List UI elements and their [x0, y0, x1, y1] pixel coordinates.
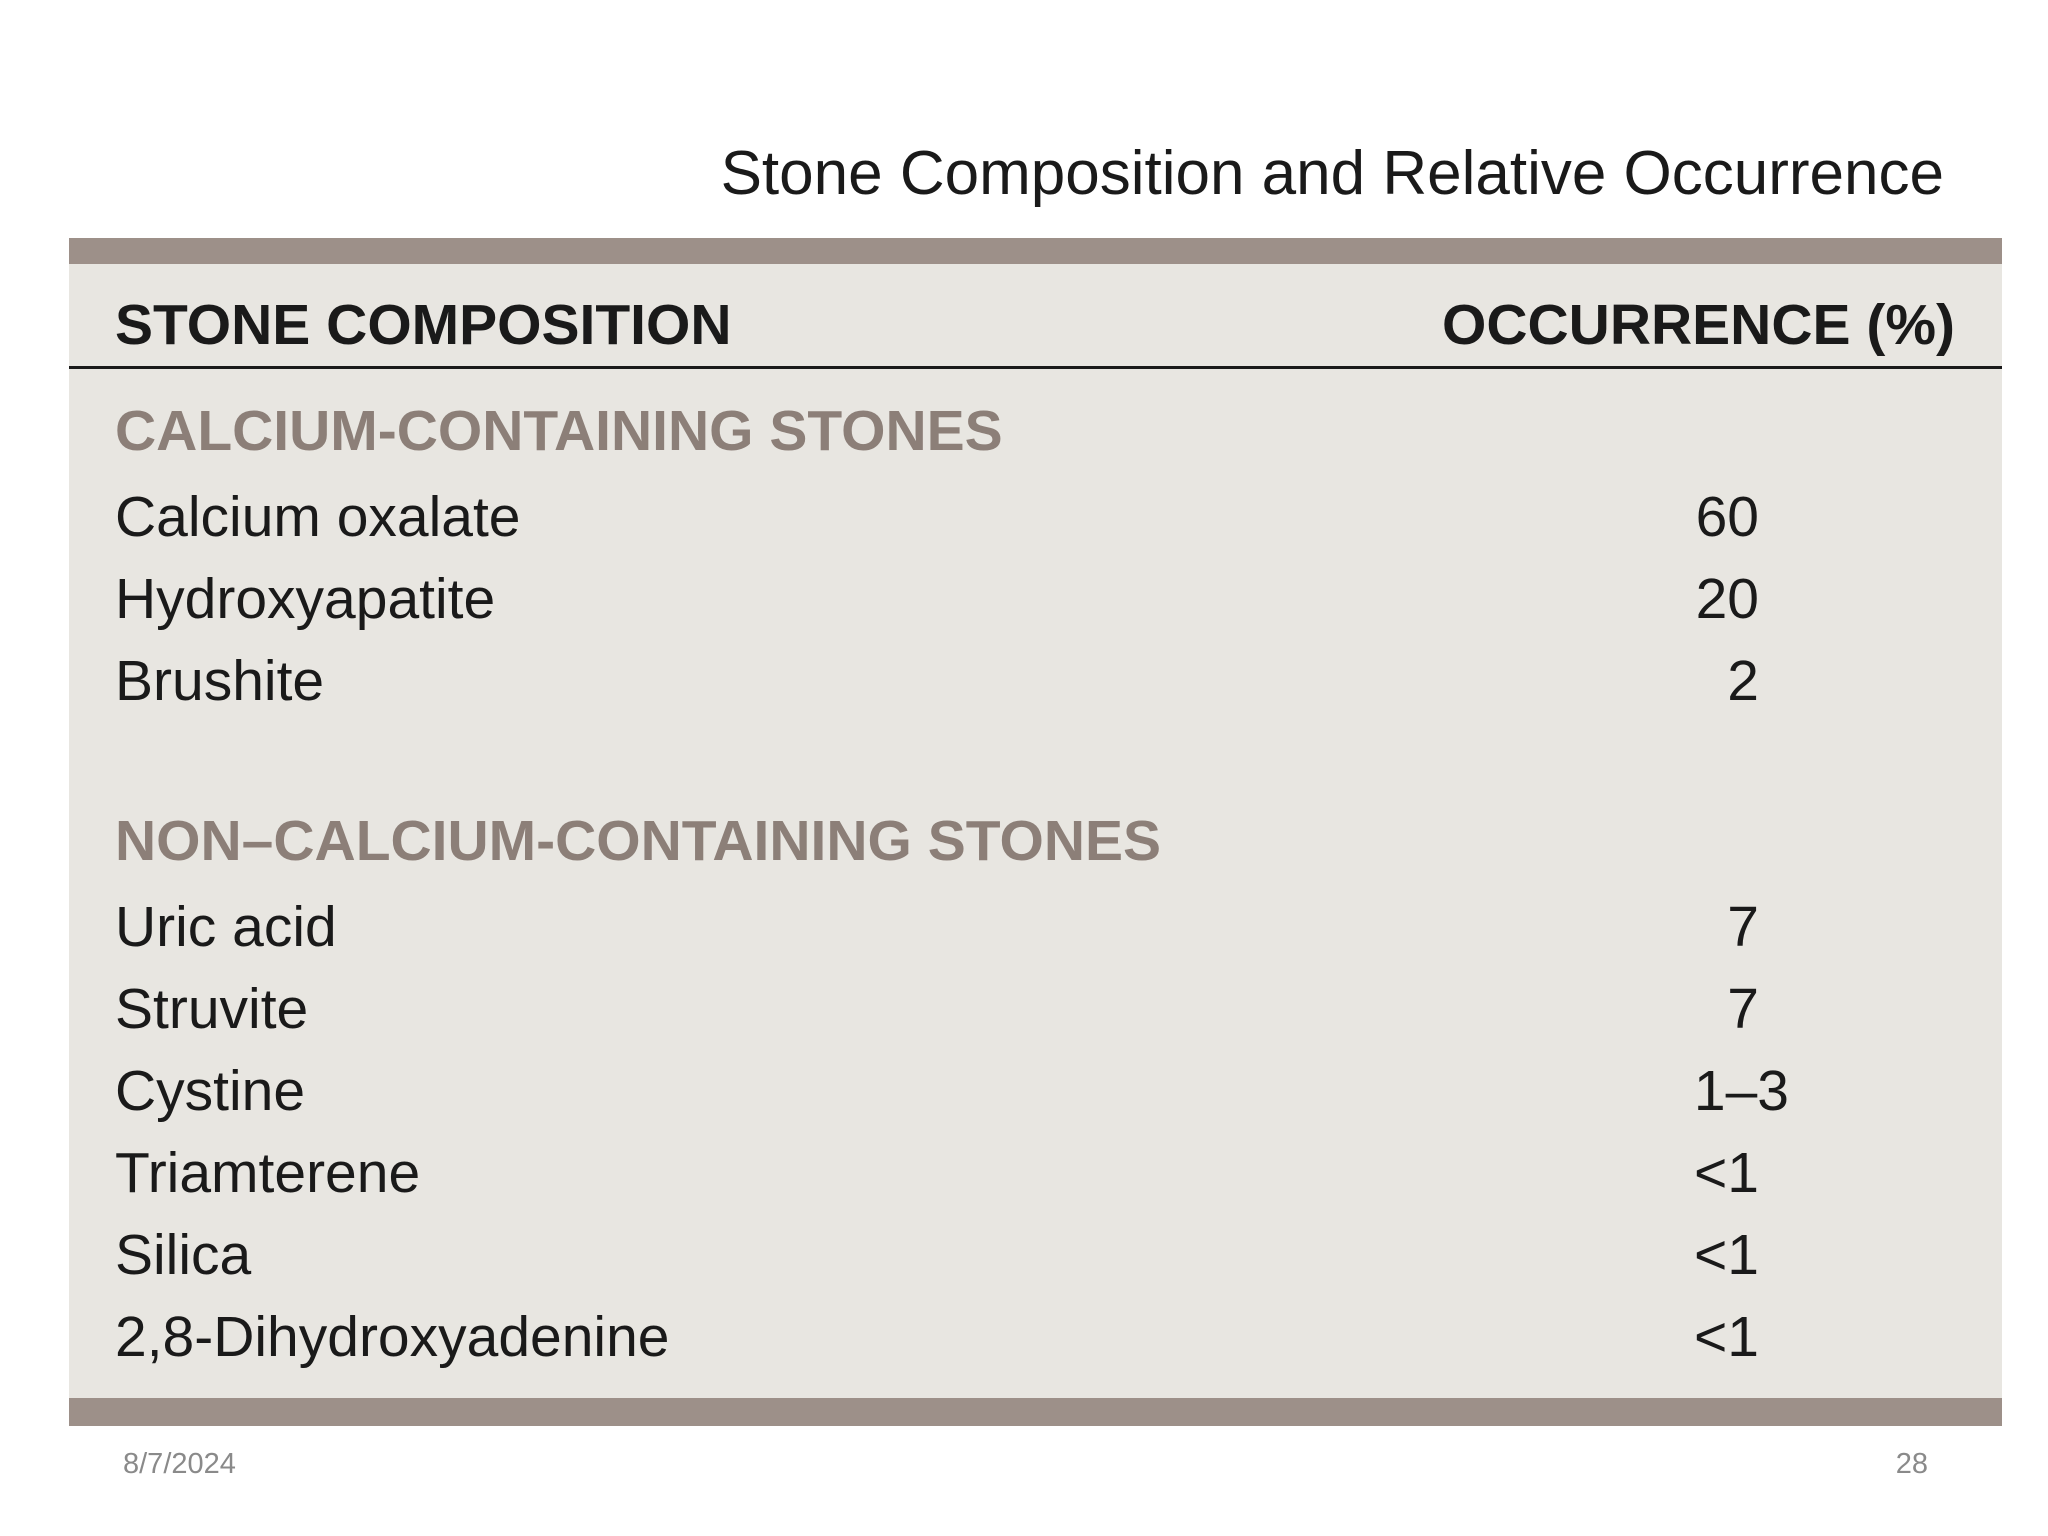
row-value: 20 — [1695, 567, 1759, 631]
table-row — [69, 894, 2002, 976]
table-row — [69, 648, 2002, 730]
row-name: 2,8-Dihydroxyadenine — [115, 1305, 670, 1369]
row-name: Triamterene — [115, 1141, 421, 1205]
slide-title: Stone Composition and Relative Occurrence — [720, 139, 1944, 208]
column-header-occurrence: OCCURRENCE (%) — [1442, 293, 1955, 357]
row-name: Silica — [115, 1223, 252, 1287]
row-name: Hydroxyapatite — [115, 567, 496, 631]
table-top-band — [69, 238, 2002, 264]
table-row — [69, 1222, 2002, 1304]
row-name: Uric acid — [115, 895, 337, 959]
table-row — [69, 566, 2002, 648]
row-value: 60 — [1695, 485, 1759, 549]
table-row — [69, 976, 2002, 1058]
table-row — [69, 484, 2002, 566]
row-value: 7 — [1727, 895, 1759, 959]
group-label-calcium: CALCIUM-CONTAINING STONES — [115, 399, 1003, 463]
table-row — [69, 1140, 2002, 1222]
composition-table — [69, 238, 2002, 1426]
row-value: 2 — [1727, 649, 1759, 713]
row-value: <1 — [1694, 1141, 1759, 1205]
column-header-composition: STONE COMPOSITION — [115, 293, 732, 357]
row-name: Cystine — [115, 1059, 306, 1123]
group-label-non-calcium: NON–CALCIUM-CONTAINING STONES — [115, 809, 1162, 873]
table-row — [69, 1304, 2002, 1386]
table-bottom-band — [69, 1398, 2002, 1426]
footer-date: 8/7/2024 — [123, 1448, 236, 1480]
row-value: <1 — [1694, 1305, 1759, 1369]
row-value: 1–3 — [1693, 1059, 1789, 1123]
page-number: 28 — [1895, 1448, 1928, 1480]
table-header-row — [69, 264, 2002, 369]
row-name: Brushite — [115, 649, 325, 713]
row-name: Struvite — [115, 977, 309, 1041]
row-name: Calcium oxalate — [115, 485, 521, 549]
table-row — [69, 1058, 2002, 1140]
row-value: <1 — [1694, 1223, 1759, 1287]
row-value: 7 — [1727, 977, 1759, 1041]
